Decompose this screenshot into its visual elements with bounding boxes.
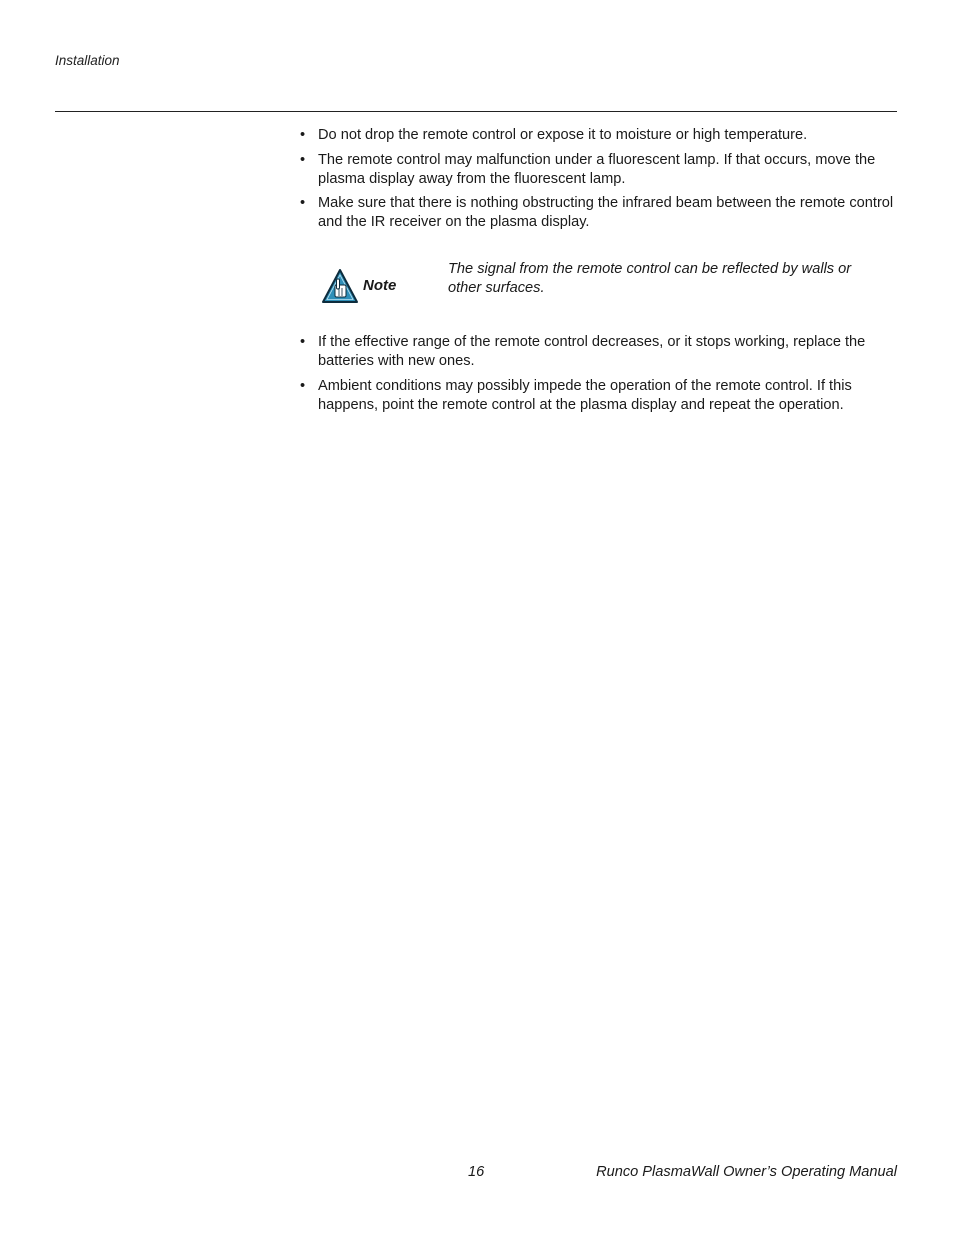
bullet-list-top — [300, 126, 900, 238]
list-item — [300, 333, 900, 371]
header-rule — [55, 111, 897, 112]
list-item-text: Ambient conditions may possibly impede the operation of the remote control. If this happens, point the remote control at the plasma display and repeat the operation. — [318, 377, 852, 413]
list-item-text: If the effective range of the remote control decreases, or it stops working, replace the batteries with new ones. — [318, 334, 866, 369]
list-item-text: Do not drop the remote control or expose it to moisture or high temperature. — [318, 127, 808, 143]
note-callout — [321, 261, 901, 308]
list-item-text: The remote control may malfunction under a fluorescent lamp. If that occurs, move the plasma display away from the fluorescent lamp. — [318, 151, 876, 187]
note-label: Note — [363, 277, 397, 294]
bullet-icon: • — [300, 127, 306, 143]
list-item — [300, 126, 900, 145]
note-text: The signal from the remote control can be reflected by walls or other surfaces. — [448, 261, 852, 296]
manual-title: Runco PlasmaWall Owner’s Operating Manual — [596, 1164, 897, 1180]
list-item — [300, 151, 900, 189]
bullet-list-bottom — [300, 333, 900, 420]
bullet-icon: • — [300, 334, 306, 350]
bullet-icon: • — [300, 151, 306, 168]
list-item — [300, 194, 900, 232]
page-number: 16 — [468, 1164, 485, 1180]
list-item — [300, 377, 900, 415]
bullet-icon: • — [300, 195, 306, 211]
running-header: Installation — [55, 53, 120, 68]
bullet-icon: • — [300, 377, 306, 394]
note-hand-triangle-icon — [321, 268, 359, 304]
list-item-text: Make sure that there is nothing obstructing the infrared beam between the remote control and the IR receiver on the plasma display. — [318, 195, 894, 230]
